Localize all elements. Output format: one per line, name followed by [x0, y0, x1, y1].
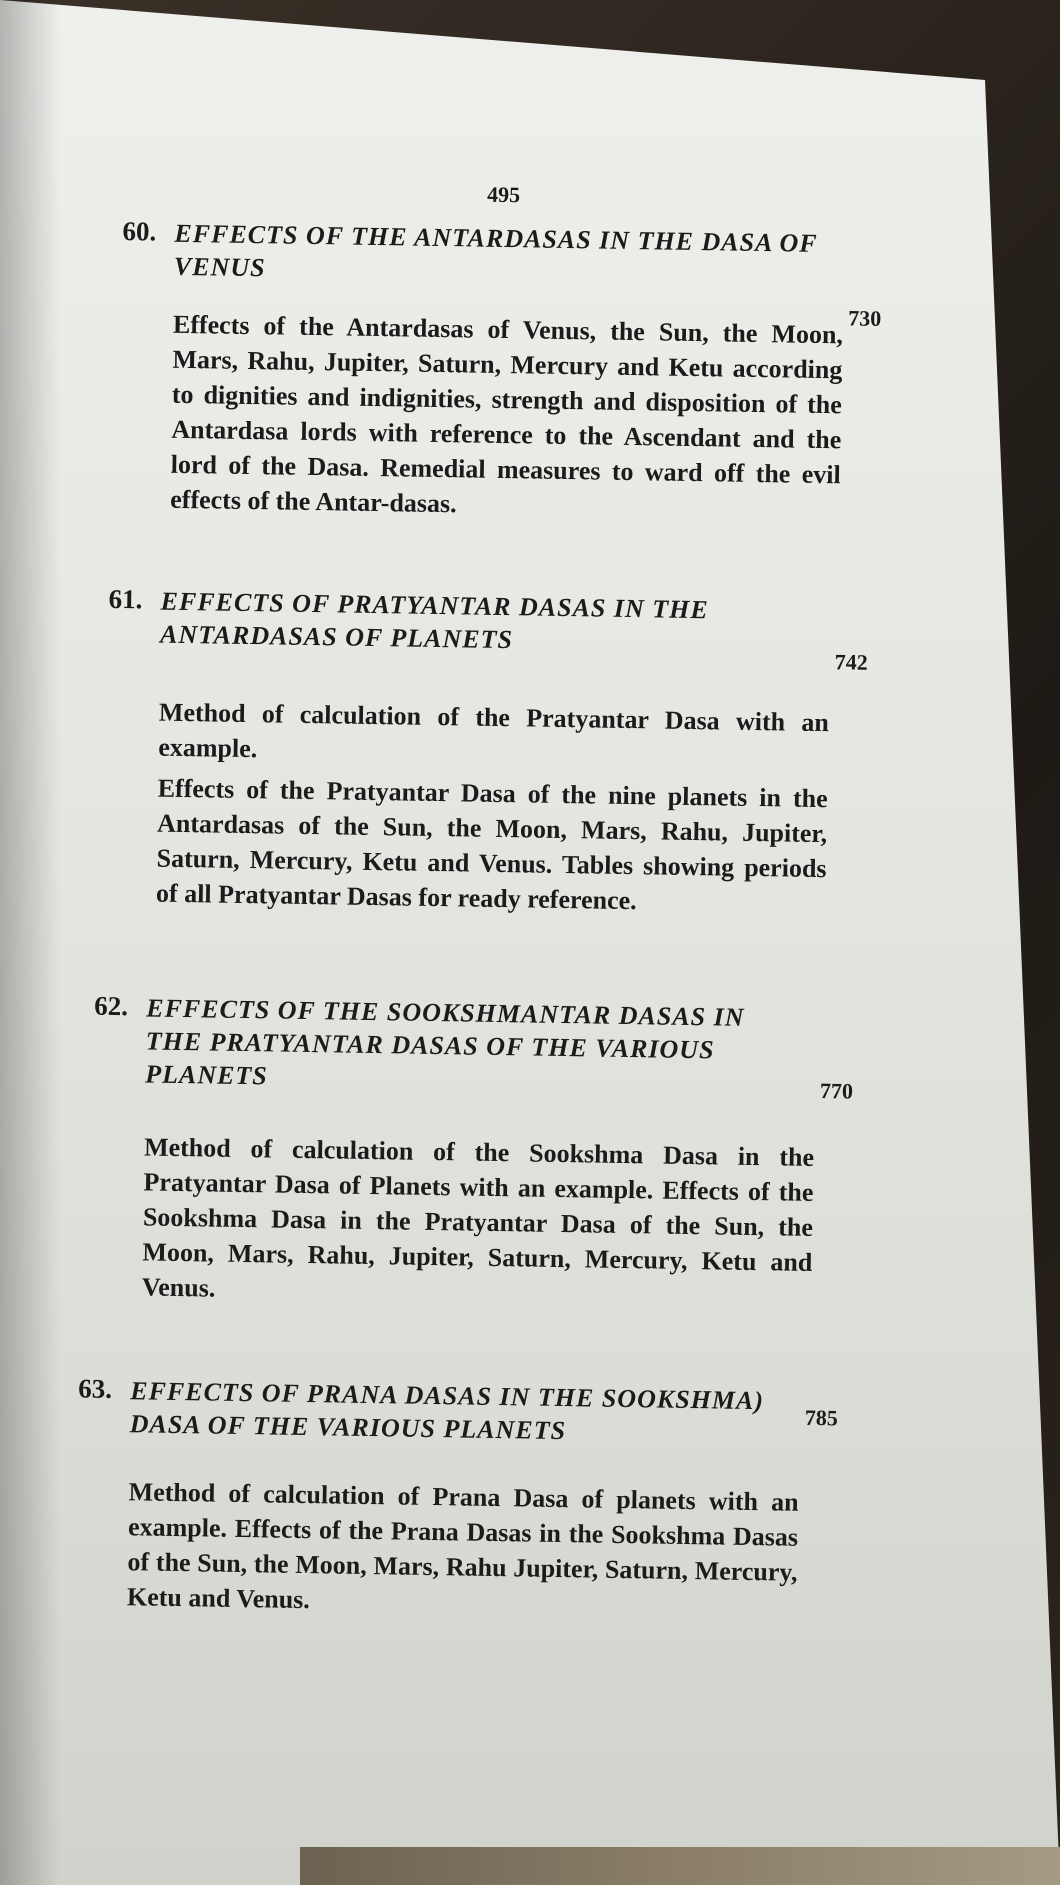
section-description [142, 1129, 815, 1321]
section-page-number: 730 [847, 305, 882, 331]
toc-section-61 [108, 583, 869, 916]
section-title: EFFECTS OF THE SOOKSHMANTAR DASAS IN THE PRATYANTAR DASAS OF THE VARIOUS PLANETS [144, 993, 745, 1091]
section-number: 60. [122, 215, 157, 247]
section-description [127, 1474, 799, 1631]
section-number: 61. [108, 583, 143, 615]
section-number: 62. [94, 990, 129, 1022]
section-paragraph: Effects of the Pratyantar Dasa of the nine planets in the Antardasas of the Sun, the Moon, Mars, Rahu, Jupiter, Saturn, Mercury, Ketu and Venus. Tables showing periods of all Pratyantar Dasas for ready reference. [155, 773, 828, 916]
section-paragraph: Method of calculation of Prana Dasa of planets with an example. Effects of the Prana Dasas in the Sookshma Dasas of the Sun, the Moon, Mars, Rahu Jupiter, Saturn, Mercury, Ketu and Venus. [126, 1477, 799, 1615]
section-paragraph: Method of calculation of the Sookshma Dasa in the Pratyantar Dasa of Planets with an example. Effects of the Sookshma Dasa in the Pratyantar Dasa of the Sun, the Moon, Mars, Rahu, Jupiter, Saturn, Mercury, Ketu and Venus. [141, 1132, 815, 1303]
section-description [156, 695, 829, 927]
toc-section-62 [94, 990, 855, 1303]
page-number: 495 [486, 181, 521, 208]
toc-section-60 [122, 215, 883, 519]
section-description [170, 307, 843, 533]
section-title: EFFECTS OF PRATYANTAR DASAS IN THE ANTARDASAS OF PLANETS [159, 586, 709, 655]
section-number: 63. [78, 1373, 113, 1404]
toc-section-63 [78, 1373, 839, 1615]
section-title: EFFECTS OF THE ANTARDASAS IN THE DASA OF VENUS [173, 218, 818, 283]
section-paragraph: Effects of the Antardasas of Venus, the Sun, the Moon, Mars, Rahu, Jupiter, Saturn, Mercury and Ketu according to dignities and indignities, strength and disposition of the Antardasa lords with reference to the Ascendant and the lord of the Dasa. Remedial measures to ward off the evil effects of the Antar-dasas. [170, 309, 844, 519]
section-page-number: 785 [804, 1404, 839, 1431]
section-title: EFFECTS OF PRANA DASAS IN THE SOOKSHMA) DASA OF THE VARIOUS PLANETS [129, 1376, 765, 1446]
section-page-number: 770 [819, 1078, 854, 1104]
section-page-number: 742 [834, 649, 868, 675]
section-paragraph: Method of calculation of the Pratyantar Dasa with an example. [158, 697, 830, 764]
